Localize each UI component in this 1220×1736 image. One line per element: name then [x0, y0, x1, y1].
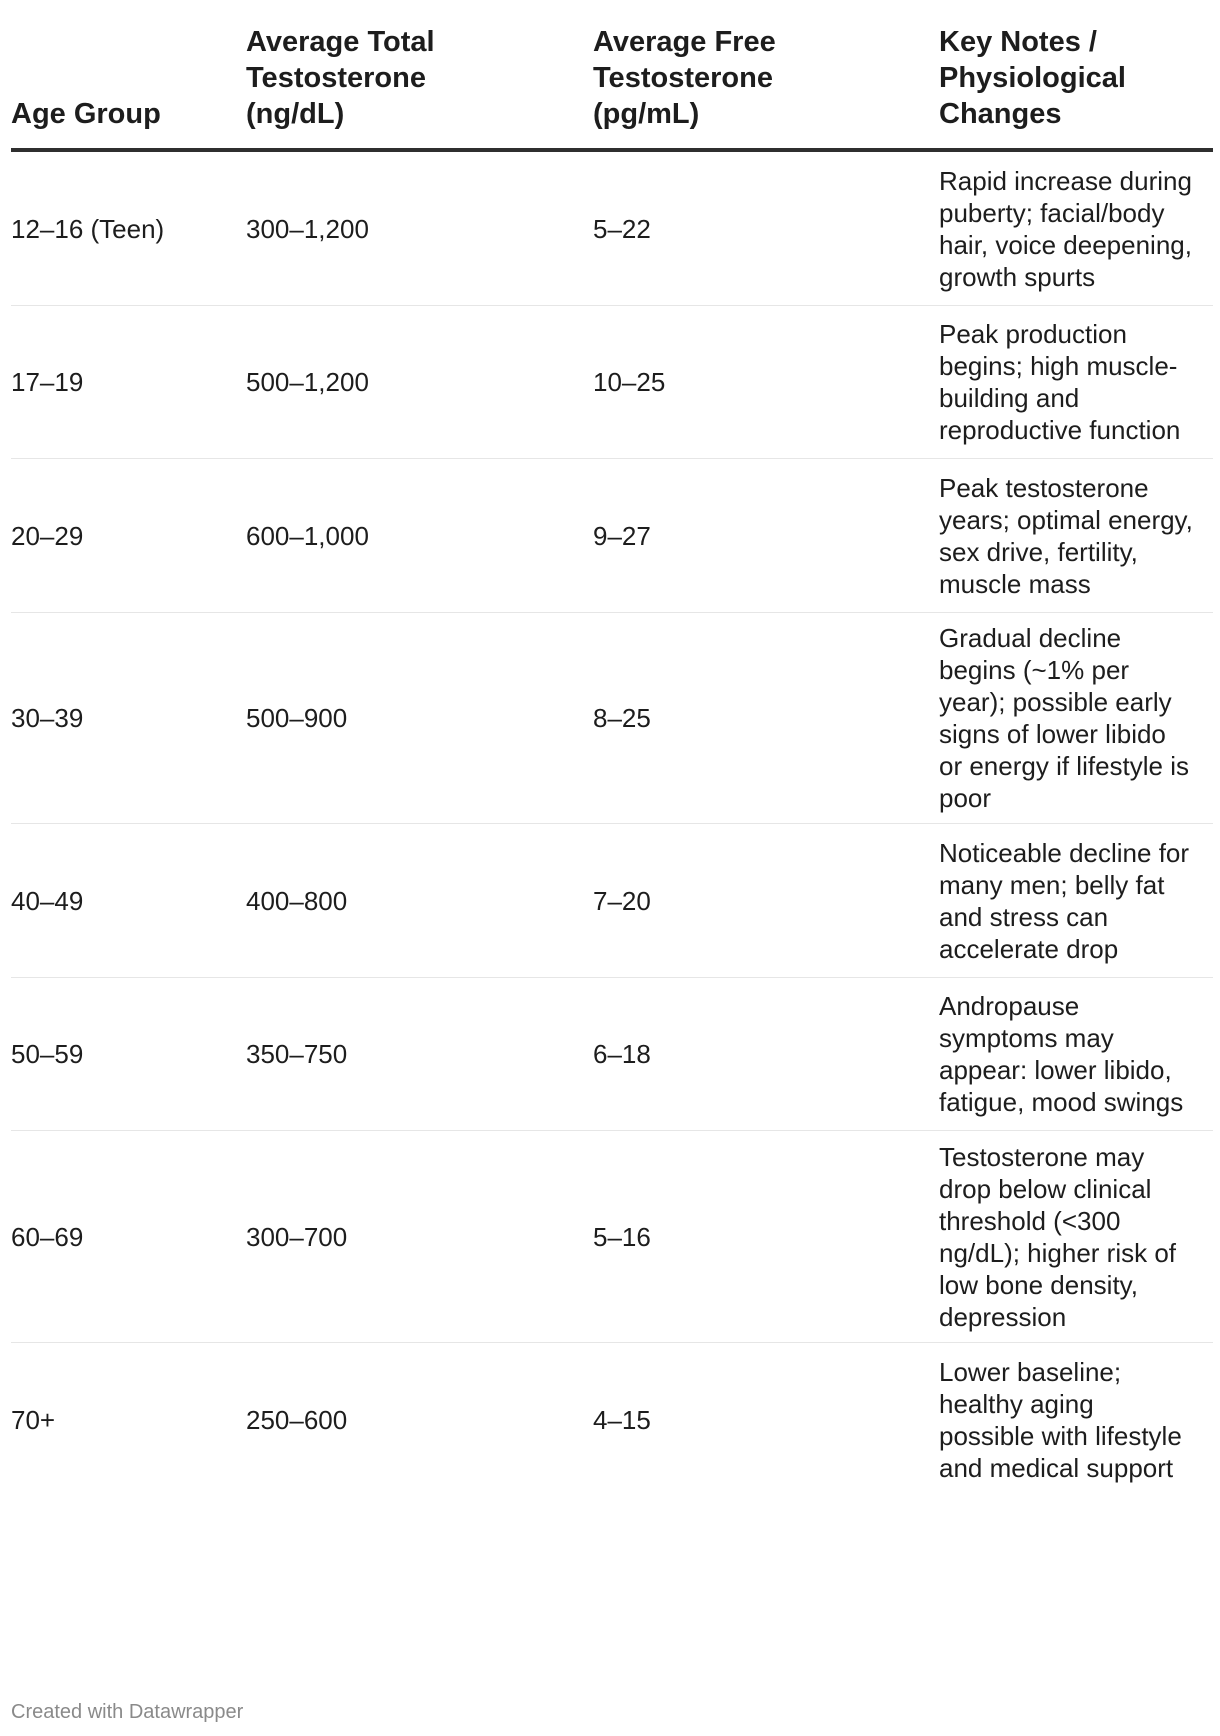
table-row — [11, 978, 1213, 1131]
notes-line: Peak testosterone — [939, 472, 1149, 503]
notes-line: many men; belly fat — [939, 869, 1165, 900]
notes-line: ng/dL); higher risk of — [939, 1237, 1177, 1268]
cell-age-group: 50–59 — [11, 1039, 84, 1069]
notes-line: symptoms may — [939, 1023, 1114, 1053]
cell-key-notes — [939, 837, 1213, 965]
cell-age-group: 70+ — [11, 1405, 56, 1435]
notes-line: or energy if lifestyle is — [939, 751, 1189, 781]
notes-line: Gradual decline — [939, 623, 1122, 653]
table-row — [11, 1131, 1213, 1343]
cell-age-group: 20–29 — [11, 520, 84, 551]
cell-key-notes — [939, 990, 1213, 1118]
datawrapper-credit: Created with Datawrapper — [11, 1701, 244, 1723]
cell-age-group: 17–19 — [11, 367, 84, 397]
notes-line: growth spurts — [939, 261, 1096, 292]
cell-free-testosterone: 5–16 — [593, 1221, 651, 1252]
notes-line: Peak production — [939, 319, 1127, 349]
header-line: Average Total — [246, 26, 435, 58]
cell-free-testosterone: 5–22 — [593, 213, 651, 244]
cell-free-testosterone: 10–25 — [593, 367, 666, 397]
notes-line: possible with lifestyle — [939, 1421, 1182, 1451]
cell-key-notes — [939, 318, 1213, 446]
header-line: (pg/mL) — [593, 98, 700, 130]
header-line: Testosterone — [593, 62, 773, 94]
notes-line: fatigue, mood swings — [939, 1087, 1184, 1117]
notes-line: depression — [939, 1301, 1067, 1332]
table-row — [11, 824, 1213, 978]
notes-line: poor — [939, 783, 992, 813]
header-line: Changes — [939, 98, 1062, 130]
notes-line: puberty; facial/body — [939, 197, 1165, 228]
notes-line: Rapid increase during — [939, 165, 1192, 196]
cell-key-notes — [939, 622, 1213, 814]
testosterone-table — [11, 0, 1213, 1497]
cell-free-testosterone: 8–25 — [593, 703, 651, 733]
notes-line: Andropause — [939, 991, 1080, 1021]
notes-line: sex drive, fertility, — [939, 536, 1138, 567]
header-line: Testosterone — [246, 62, 426, 94]
header-line: Physiological — [939, 62, 1126, 94]
cell-age-group: 12–16 (Teen) — [11, 213, 165, 244]
cell-free-testosterone: 7–20 — [593, 885, 651, 916]
notes-line: appear: lower libido, — [939, 1055, 1172, 1085]
notes-line: years; optimal energy, — [939, 504, 1193, 535]
header-age-group — [11, 96, 246, 132]
cell-total-testosterone: 400–800 — [246, 885, 348, 916]
notes-line: threshold (<300 — [939, 1205, 1121, 1236]
cell-key-notes — [939, 1356, 1213, 1484]
cell-total-testosterone: 500–900 — [246, 703, 348, 733]
notes-line: Noticeable decline for — [939, 837, 1190, 868]
table-header — [11, 0, 1213, 152]
table-row — [11, 152, 1213, 306]
cell-key-notes — [939, 472, 1213, 600]
notes-line: begins (~1% per — [939, 655, 1130, 685]
header-line: Age Group — [11, 98, 161, 130]
notes-line: and medical support — [939, 1453, 1174, 1483]
cell-free-testosterone: 9–27 — [593, 520, 651, 551]
notes-line: low bone density, — [939, 1269, 1138, 1300]
notes-line: building and — [939, 383, 1080, 413]
table-row — [11, 613, 1213, 824]
header-line: Key Notes / — [939, 26, 1097, 58]
cell-age-group: 40–49 — [11, 885, 84, 916]
header-key-notes — [939, 24, 1213, 132]
cell-free-testosterone: 4–15 — [593, 1405, 651, 1435]
notes-line: healthy aging — [939, 1389, 1094, 1419]
notes-line: hair, voice deepening, — [939, 229, 1192, 260]
notes-line: signs of lower libido — [939, 719, 1166, 749]
cell-total-testosterone: 300–1,200 — [246, 213, 369, 244]
notes-line: year); possible early — [939, 687, 1172, 717]
header-free-testosterone — [593, 24, 939, 132]
notes-line: drop below clinical — [939, 1173, 1152, 1204]
header-line: Average Free — [593, 26, 776, 58]
cell-age-group: 30–39 — [11, 703, 84, 733]
notes-line: accelerate drop — [939, 933, 1119, 964]
cell-total-testosterone: 600–1,000 — [246, 520, 369, 551]
notes-line: reproductive function — [939, 415, 1181, 445]
cell-key-notes — [939, 1141, 1213, 1333]
table-row — [11, 306, 1213, 459]
cell-total-testosterone: 300–700 — [246, 1221, 348, 1252]
table-row — [11, 1343, 1213, 1497]
cell-free-testosterone: 6–18 — [593, 1039, 651, 1069]
notes-line: and stress can — [939, 901, 1109, 932]
header-total-testosterone — [246, 24, 593, 132]
notes-line: muscle mass — [939, 568, 1091, 599]
notes-line: Lower baseline; — [939, 1357, 1122, 1387]
cell-age-group: 60–69 — [11, 1221, 84, 1252]
table-row — [11, 459, 1213, 613]
notes-line: begins; high muscle- — [939, 351, 1178, 381]
cell-total-testosterone: 250–600 — [246, 1405, 348, 1435]
table-body — [11, 152, 1213, 1497]
header-line: (ng/dL) — [246, 98, 345, 130]
cell-total-testosterone: 350–750 — [246, 1039, 348, 1069]
cell-key-notes — [939, 165, 1213, 293]
cell-total-testosterone: 500–1,200 — [246, 367, 369, 397]
notes-line: Testosterone may — [939, 1141, 1145, 1172]
